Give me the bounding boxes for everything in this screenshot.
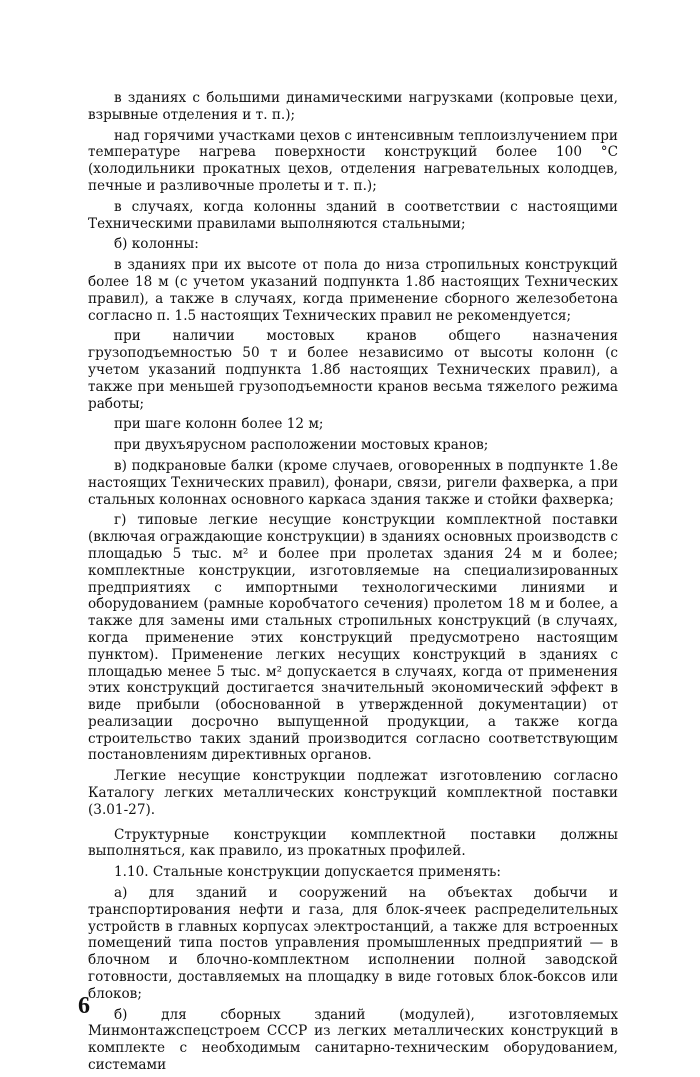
paragraph: в зданиях при их высоте от пола до низа стропильных конструкций более 18 м (с учетом указаний подпункта 1.8б настоящих Технических правил), а также в случаях, когда применение сборного железобетона согласно п. 1.5 настоящих Технических правил не рекомендуется; — [88, 257, 618, 324]
paragraph: б) для сборных зданий (модулей), изготовляемых Минмонтажспецстроем СССР из легких металлических конструкций в комплекте с необходимым санитарно-техническим оборудованием, системами — [88, 1006, 618, 1074]
paragraph: при шаге колонн более 12 м; — [114, 416, 324, 433]
paragraph: при двухъярусном расположении мостовых кранов; — [114, 437, 489, 454]
paragraph: Легкие несущие конструкции подлежат изготовлению согласно Каталогу легких металлических конструкций комплектной поставки (3.01-27). — [88, 768, 618, 818]
paragraph: а) для зданий и сооружений на объектах добычи и транспортирования нефти и газа, для блок-ячеек распределительных устройств в главных корпусах электростанций, а также для встроенных помещений типа постов управления промышленных предприятий — в блочном и блочно-комплектном исполнении полной заводской готовности, доставляемых на площадку в виде готовых блок-боксов или блоков; — [88, 885, 618, 1002]
paragraph: при наличии мостовых кранов общего назначения грузоподъемностью 50 т и более независимо от высоты колонн (с учетом указаний подпункта 1.8б настоящих Технических правил), а также при меньшей грузоподъемности кранов весьма тяжелого режима работы; — [88, 328, 618, 412]
section-heading: 1.10. Стальные конструкции допускается применять: — [114, 864, 501, 881]
paragraph: в случаях, когда колонны зданий в соответствии с настоящими Техническими правилами выполняются стальными; — [88, 198, 618, 232]
page-number: 6 — [78, 993, 90, 1019]
document-page — [88, 90, 618, 1074]
paragraph: г) типовые легкие несущие конструкции комплектной поставки (включая ограждающие конструкции) в зданиях основных производств с площадью 5 тыс. м² и более при пролетах здания 24 м и более; комплектные конструкции, изготовляемые на специализированных предприятиях с импортными технологическими линиями и оборудованием (рамные коробчатого сечения) пролетом 18 м и более, а также для замены ими стальных стропильных конструкций (в случаях, когда применение этих конструкций предусмотрено настоящим пунктом). Применение легких несущих конструкций в зданиях с площадью менее 5 тыс. м² допускается в случаях, когда от применения этих конструкций достигается значительный экономический эффект в виде прибыли (обоснованной в утвержденной документации) от реализации досрочно выпущенной продукции, а также когда строительство таких зданий производится согласно соответствующим постановлениям директивных органов. — [88, 512, 618, 764]
paragraph: Структурные конструкции комплектной поставки должны выполняться, как правило, из прокатных профилей. — [88, 826, 618, 860]
paragraph: в) подкрановые балки (кроме случаев, оговоренных в подпункте 1.8е настоящих Технических правил), фонари, связи, ригели фахверка, а при стальных колоннах основного каркаса здания также и стойки фахверка; — [88, 457, 618, 508]
paragraph: в зданиях с большими динамическими нагрузками (копровые цехи, взрывные отделения и т. п.); — [88, 90, 618, 123]
subsection-heading: б) колонны: — [114, 236, 199, 253]
paragraph: над горячими участками цехов с интенсивным теплоизлучением при температуре нагрева поверхности конструкций более 100 °С (холодильники прокатных цехов, отделения нагревательных колодцев, печные и разливочные пролеты и т. п.); — [88, 127, 618, 194]
